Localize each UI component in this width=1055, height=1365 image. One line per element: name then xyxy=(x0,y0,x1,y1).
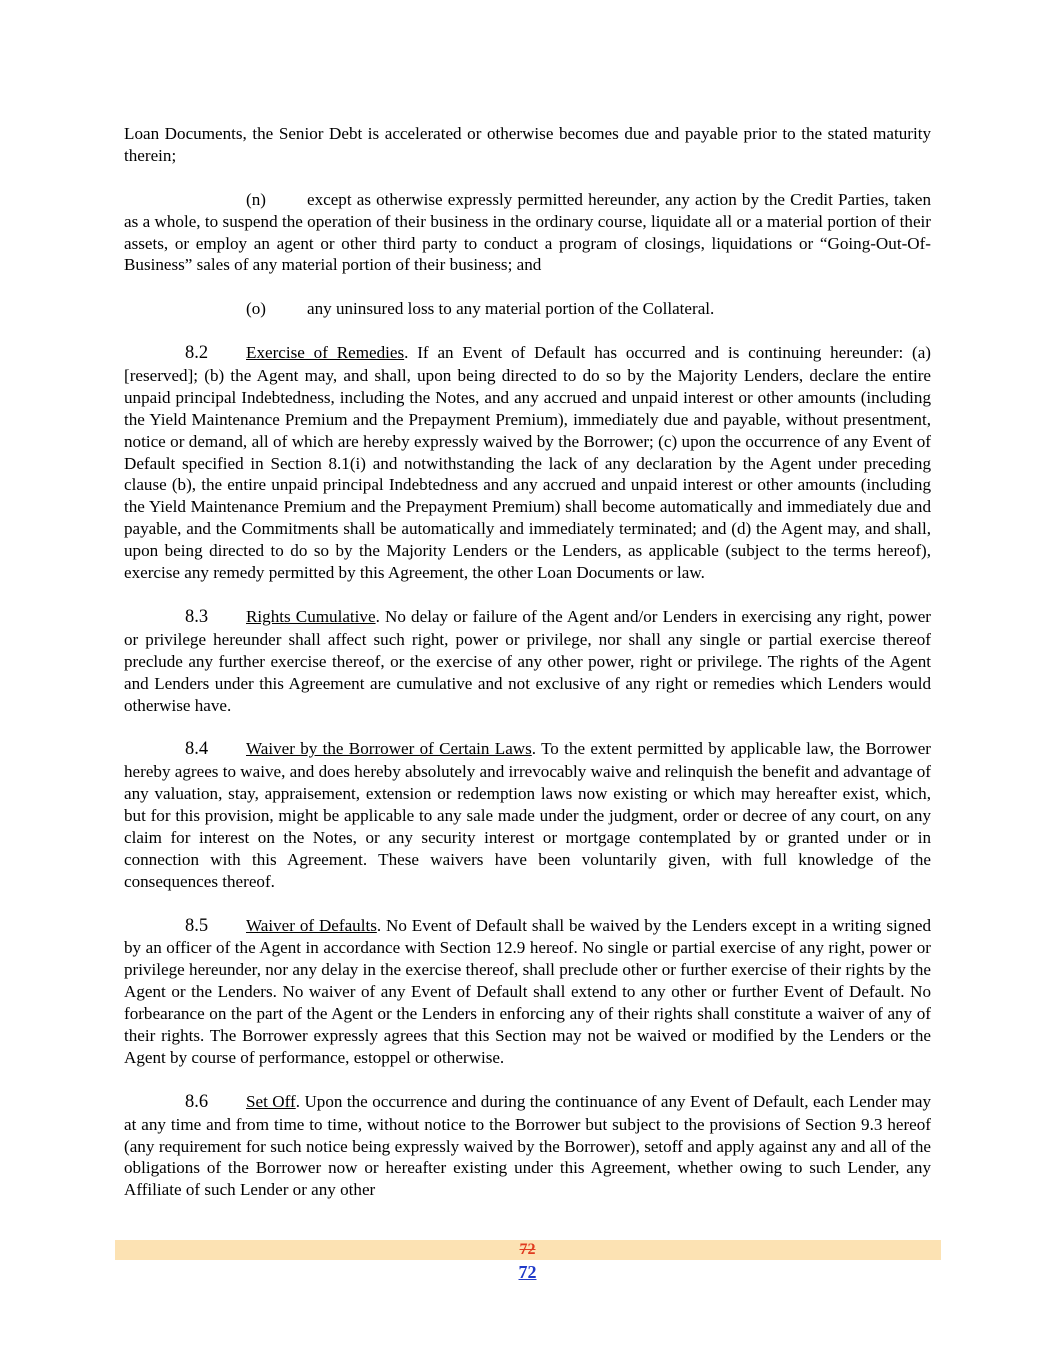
section-8-4-heading: Waiver by the Borrower of Certain Laws xyxy=(246,739,532,759)
section-8-2-heading: Exercise of Remedies xyxy=(246,343,405,363)
section-8-3 xyxy=(124,606,931,717)
section-8-5-number: 8.5 xyxy=(185,915,209,936)
item-n-label: (n) xyxy=(246,189,266,209)
section-8-4 xyxy=(124,738,931,892)
section-8-6-text: . Upon the occurrence and during the continuance of any Event of Default, each Lender may at any time and from time to time, without notice to the Borrower but subject to the provisions of Section 9.3 hereof (any requirement for such notice being expressly waived by the Borrower), setoff and apply against any and all of the obligations of the Borrower now or hereafter existing under this Agreement, whether owing to such Lender, any Affiliate of such Lender or any other xyxy=(124,1091,931,1200)
section-8-2-number: 8.2 xyxy=(185,343,209,364)
item-n-text: except as otherwise expressly permitted hereunder, any action by the Credit Parties, taken as a whole, to suspend the operation of their business in the ordinary course, liquidate all or a material portion of their assets, or employ an agent or other third party to conduct a program of closings, liquidations or “Going-Out-Of-Business” sales of any material portion of their business; and xyxy=(124,189,931,275)
section-8-3-heading: Rights Cumulative xyxy=(246,606,376,626)
section-8-5-heading: Waiver of Defaults xyxy=(246,915,377,935)
section-8-2-text: . If an Event of Default has occurred and is continuing hereunder: (a) [reserved]; (b) the Agent may, and shall, upon being directed to do so by the Majority Lenders, declare the entire unpaid principal Indebtedness, including the Notes, and any accrued and unpaid interest or other amounts (including the Yield Maintenance Premium and the Prepayment Premium), immediately due and payable, without presentment, notice or demand, all of which are hereby expressly waived by the Borrower; (c) upon the occurrence of any Event of Default specified in Section 8.1(i) and notwithstanding the lack of any declaration by the Agent under preceding clause (b), the entire unpaid principal Indebtedness and any accrued and unpaid interest or other amounts (including the Yield Maintenance Premium and the Prepayment Premium) shall become automatically and immediately due and payable, and the Commitments shall be automatically and immediately terminated; and (d) the Agent may, and shall, upon being directed to do so by the Majority Lenders or the Lenders, as applicable (subject to the terms hereof), exercise any remedy permitted by this Agreement, the other Loan Documents or law. xyxy=(124,343,931,583)
section-8-6-number: 8.6 xyxy=(185,1091,209,1112)
item-o-label: (o) xyxy=(246,299,266,319)
section-8-2 xyxy=(124,342,931,584)
section-8-6-heading: Set Off xyxy=(246,1091,296,1111)
section-8-3-number: 8.3 xyxy=(185,606,209,627)
continuation-paragraph: Loan Documents, the Senior Debt is accelerated or otherwise becomes due and payable prior to the stated maturity therein; xyxy=(124,124,931,165)
section-8-6 xyxy=(124,1091,931,1202)
section-8-4-number: 8.4 xyxy=(185,739,209,760)
item-n-paragraph xyxy=(124,189,931,277)
item-o-text: any uninsured loss to any material portion of the Collateral. xyxy=(307,299,715,319)
inserted-page-number: 72 xyxy=(518,1262,537,1282)
section-8-4-text: . To the extent permitted by applicable law, the Borrower hereby agrees to waive, and does hereby absolutely and irrevocably waive and relinquish the benefit and advantage of any valuation, stay, appraisement, extension or redemption laws now existing or which may hereafter exist, which, but for this provision, might be applicable to any sale made under the judgment, order or decree of any court, on any claim for interest on the Notes, or any security interest or mortgage contemplated by or granted under or in connection with this Agreement. These waivers have been voluntarily given, with full knowledge of the consequences thereof. xyxy=(124,739,931,891)
item-o-paragraph xyxy=(124,298,931,320)
section-8-3-text: . No delay or failure of the Agent and/or Lenders in exercising any right, power or privilege hereunder shall affect such right, power or privilege, nor shall any single or partial exercise thereof preclude any further exercise thereof, or the exercise of any other power, right or privilege. The rights of the Agent and Lenders under this Agreement are cumulative and not exclusive of any right or remedies which Lenders would otherwise have. xyxy=(124,606,932,715)
section-8-5-text: . No Event of Default shall be waived by the Lenders except in a writing signed by an officer of the Agent in accordance with Section 12.9 hereof. No single or partial exercise of any right, power or privilege hereunder, nor any delay in the exercise thereof, shall preclude other or further exercise of their rights by the Agent or the Lenders. No waiver of any Event of Default shall extend to any other or further Event of Default. No forbearance on the part of the Agent or the Lenders in enforcing any of their rights shall constitute a waiver of any of their rights. The Borrower expressly agrees that this Section may not be waived or modified by the Lenders or the Agent by course of performance, estoppel or otherwise. xyxy=(124,915,931,1067)
deleted-page-number: 72 xyxy=(519,1241,536,1258)
document-body xyxy=(124,123,931,1201)
section-8-5 xyxy=(124,915,931,1069)
